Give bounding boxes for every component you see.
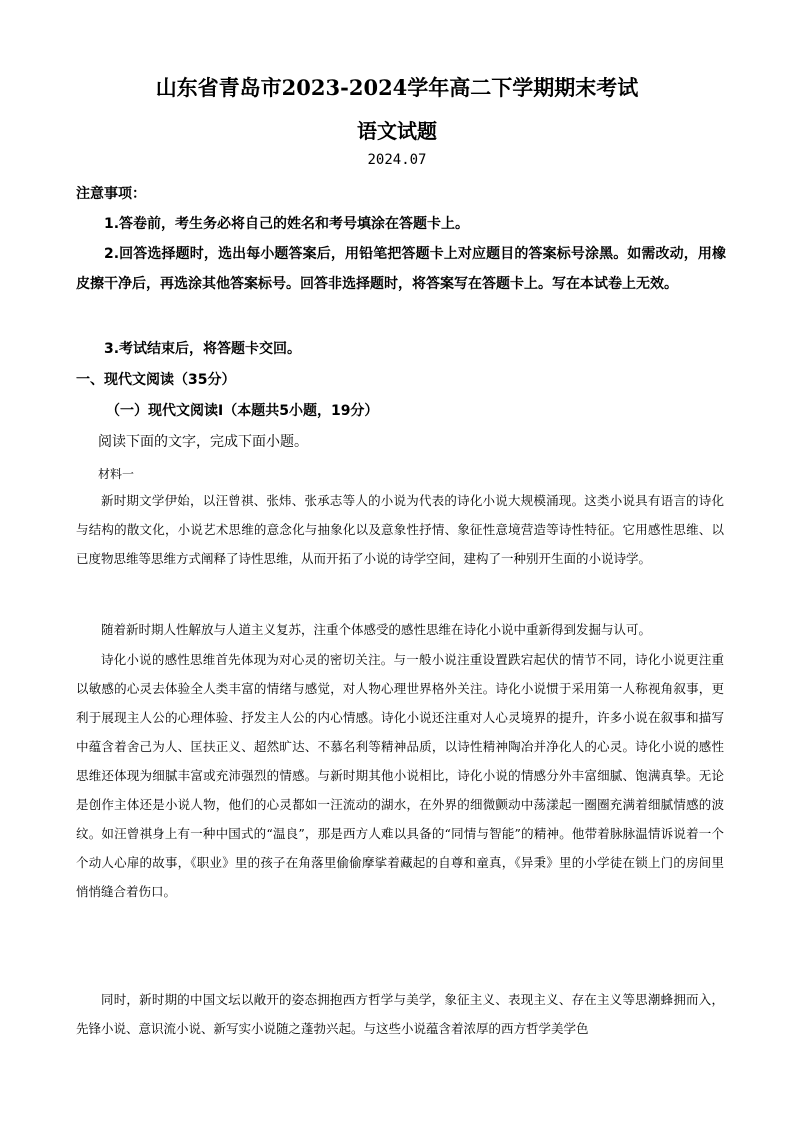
material-paragraph: 诗化小说的感性思维首先体现为对心灵的密切关注。与一般小说注重设置跌宕起伏的情节不同，诗化小说更注重以敏感的心灵去体验全人类丰富的情绪与感觉，对人物心理世界格外关注。诗化小说惯于采用第一人称视角叙事，更利于展现主人公的心理体验、抒发主人公的内心情感。诗化小说还注重对人心灵境界的提升，许多小说在叙事和描写中蕴含着舍己为人、匡扶正义、超然旷达、不慕名利等精神品质，以诗性精神陶冶并净化人的心灵。诗化小说的感性思维还体现为细腻丰富或充沛强烈的情感。与新时期其他小说相比，诗化小说的情感分外丰富细腻、饱满真挚。无论是创作主体还是小说人物，他们的心灵都如一汪流动的湖水，在外界的细微颤动中荡漾起一圈圈充满着细腻情感的波纹。如汪曾祺身上有一种中国式的“温良”，那是西方人难以具备的“同情与智能”的精神。他带着脉脉温情诉说着一个个动人心扉的故事，《职业》里的孩子在角落里偷偷摩挲着藏起的自尊和童真，《异秉》里的小学徒在锁上门的房间里悄悄缝合着伤口。 — [76, 652, 724, 899]
reading-instruction: 阅读下面的文字，完成下面小题。 — [98, 434, 308, 450]
exam-title: 山东省青岛市2023-2024学年高二下学期期末考试 — [155, 75, 639, 100]
notice-item-2: 2.回答选择题时，选出每小题答案后，用铅笔把答题卡上对应题目的答案标号涂黑。如需改动，用橡皮擦干净后，再选涂其他答案标号。回答非选择题时，将答案写在答题卡上。写在本试卷上无效。 — [76, 246, 726, 292]
material-paragraph: 同时，新时期的中国文坛以敞开的姿态拥抱西方哲学与美学，象征主义、表现主义、存在主义等思潮蜂拥而入，先锋小说、意识流小说、新写实小说随之蓬勃兴起。与这些小说蕴含着浓厚的西方哲学美学色 — [76, 992, 724, 1036]
material-label: 材料一 — [98, 467, 135, 481]
subsection-heading-reading-1: （一）现代文阅读Ⅰ（本题共5小题，19分） — [106, 403, 379, 419]
notice-item-3: 3.考试结束后，将答题卡交回。 — [104, 341, 302, 357]
notice-item-1: 1.答卷前，考生务必将自己的姓名和考号填涂在答题卡上。 — [104, 216, 470, 232]
notice-heading: 注意事项： — [76, 186, 146, 202]
material-paragraph: 新时期文学伊始，以汪曾祺、张炜、张承志等人的小说为代表的诗化小说大规模涌现。这类小说具有语言的诗化与结构的散文化，小说艺术思维的意念化与抽象化以及意象性抒情、象征性意境营造等诗性特征。它用感性思维、以已度物思维等思维方式阐释了诗性思维，从而开拓了小说的诗学空间，建构了一种别开生面的小说诗学。 — [76, 493, 724, 566]
section-heading-modern-reading: 一、现代文阅读（35分） — [76, 372, 236, 388]
material-paragraph: 随着新时期人性解放与人道主义复苏，注重个体感受的感性思维在诗化小说中重新得到发掘与认可。 — [101, 622, 652, 637]
exam-date: 2024.07 — [367, 152, 427, 168]
exam-subtitle: 语文试题 — [357, 119, 437, 143]
